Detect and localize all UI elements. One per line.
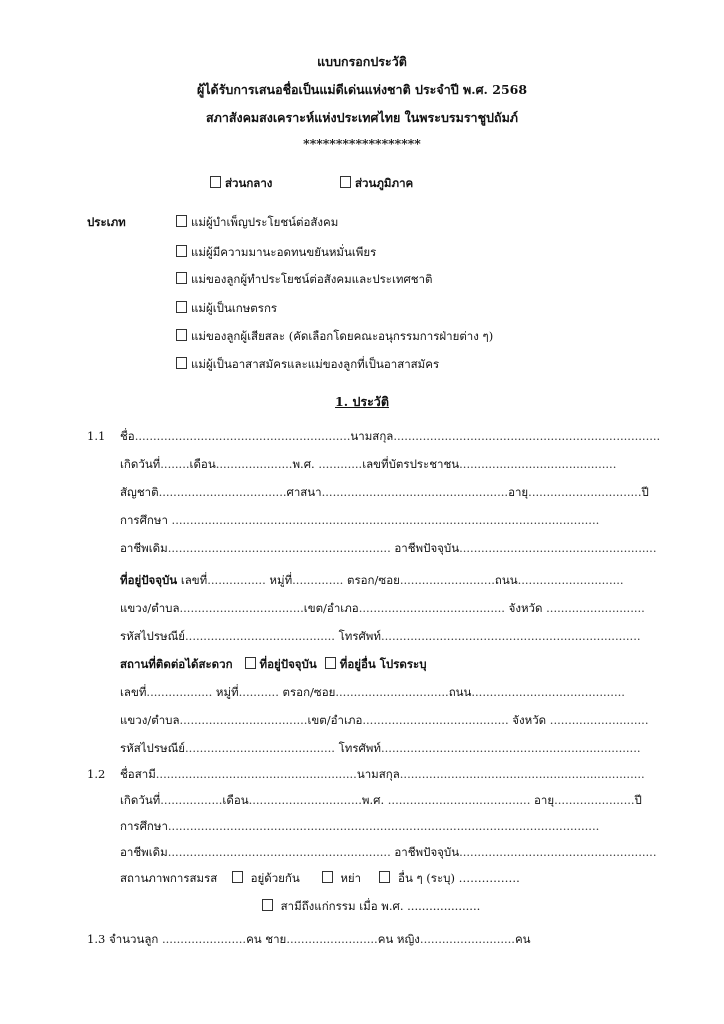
region-regional-option[interactable]: ส่วนภูมิภาค [340, 175, 413, 191]
husband-occupation-row[interactable]: อาชีพเดิม............................................................. อาชีพปัจจุบัน...................................................... [120, 845, 657, 859]
category-option[interactable]: แม่ผู้มีความมานะอดทนขยันหมั่นเพียร [176, 244, 376, 260]
category-checkbox[interactable] [176, 215, 187, 227]
husband-birth-row[interactable]: เกิดวันที่.................เดือน...............................พ.ศ. ....................................... อายุ......................ปี [120, 793, 642, 807]
husband-name-row[interactable]: ชื่อสามี.......................................................นามสกุล................................................................... [120, 767, 645, 781]
marital-other-checkbox[interactable] [379, 871, 390, 883]
marital-row[interactable]: สถานภาพการสมรส อยู่ด้วยกัน หย่า อื่น ๆ (ระบุ) ……………. [120, 871, 520, 885]
marital-together-checkbox[interactable] [232, 871, 243, 883]
marital-deceased-checkbox[interactable] [262, 899, 273, 911]
form-subtitle-organization: สภาสังคมสงเคราะห์แห่งประเทศไทย ในพระบรมราชูปถัมภ์ [205, 110, 519, 125]
header-stars: ****************** [303, 136, 421, 151]
nationality-row[interactable]: สัญชาติ...................................ศาสนา...................................................อายุ...............................ปี [120, 485, 649, 499]
section-number: 1.1 [87, 429, 106, 443]
category-option[interactable]: แม่ของลูกผู้ทำประโยชน์ต่อสังคมและประเทศชาติ [176, 271, 433, 287]
category-label: ประเภท [87, 215, 126, 229]
section-number: 1.2 [87, 767, 106, 781]
category-option[interactable]: แม่ผู้เป็นอาสาสมัครและแม่ของลูกที่เป็นอาสาสมัคร [176, 356, 439, 372]
marital-divorced-checkbox[interactable] [322, 871, 333, 883]
education-row[interactable]: การศึกษา ..................................................................................................................... [120, 513, 600, 527]
subdistrict-row[interactable]: แขวง/ตำบล..................................เขต/อำเภอ........................................ จังหวัด ........................... [120, 601, 645, 615]
children-row[interactable]: 1.3 จำนวนลูก .......................คน ชาย.........................คน หญิง..........................คน [87, 932, 531, 946]
category-checkbox[interactable] [176, 329, 187, 341]
category-option[interactable]: แม่ผู้บำเพ็ญประโยชน์ต่อสังคม [176, 214, 338, 230]
region-central-option[interactable]: ส่วนกลาง [210, 175, 272, 191]
birth-row[interactable]: เกิดวันที่........เดือน.....................พ.ศ. ............เลขที่บัตรประชาชน........................................... [120, 457, 617, 471]
contact-subdistrict-row[interactable]: แขวง/ตำบล...................................เขต/อำเภอ........................................ จังหวัด ........................... [120, 713, 649, 727]
category-option[interactable]: แม่ผู้เป็นเกษตรกร [176, 300, 277, 316]
category-checkbox[interactable] [176, 301, 187, 313]
form-title: แบบกรอกประวัติ [317, 54, 407, 69]
category-checkbox[interactable] [176, 272, 187, 284]
section-history-title: 1. ประวัติ [335, 394, 389, 409]
contact-other-checkbox[interactable] [325, 657, 336, 669]
contact-address-row[interactable]: เลขที่.................. หมู่ที่........... ตรอก/ซอย...............................ถนน.......................................... [120, 685, 625, 699]
category-checkbox[interactable] [176, 357, 187, 369]
contact-postal-row[interactable]: รหัสไปรษณีย์......................................... โทรศัพท์....................................................................... [120, 741, 641, 755]
name-row[interactable]: ชื่อ...........................................................นามสกุล......................................................................... [120, 429, 661, 443]
category-checkbox[interactable] [176, 245, 187, 257]
contact-current-checkbox[interactable] [245, 657, 256, 669]
occupation-row[interactable]: อาชีพเดิม............................................................. อาชีพปัจจุบัน...................................................... [120, 541, 657, 555]
region-central-checkbox[interactable] [210, 176, 221, 188]
form-subtitle-award: ผู้ได้รับการเสนอชื่อเป็นแม่ดีเด่นแห่งชาติ ประจำปี พ.ศ. 2568 [196, 82, 528, 97]
address-row[interactable]: ที่อยู่ปัจจุบัน เลขที่................ หมู่ที่.............. ตรอก/ซอย..........................ถนน............................. [120, 573, 624, 587]
region-regional-checkbox[interactable] [340, 176, 351, 188]
contact-row[interactable]: สถานที่ติดต่อได้สะดวก ที่อยู่ปัจจุบัน ที่อยู่อื่น โปรดระบุ [120, 657, 427, 671]
category-option[interactable]: แม่ของลูกผู้เสียสละ (คัดเลือกโดยคณะอนุกรรมการฝ่ายต่าง ๆ) [176, 328, 493, 344]
postal-row[interactable]: รหัสไปรษณีย์......................................... โทรศัพท์....................................................................... [120, 629, 641, 643]
husband-education-row[interactable]: การศึกษา...................................................................................................................... [120, 819, 600, 833]
marital-deceased-row[interactable]: สามีถึงแก่กรรม เมื่อ พ.ศ. .................... [262, 898, 480, 914]
